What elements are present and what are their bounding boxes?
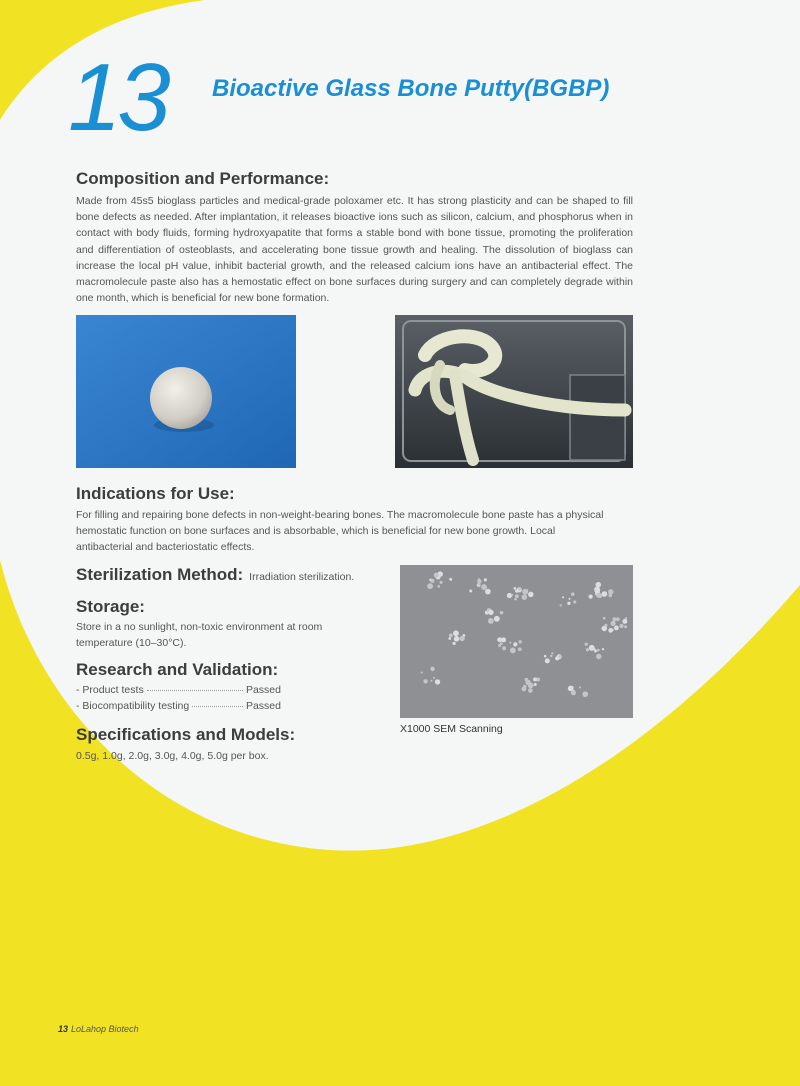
composition-heading: Composition and Performance:: [76, 169, 330, 188]
page-title: Bioactive Glass Bone Putty(BGBP): [212, 75, 610, 102]
storage-text: Store in a no sunlight, non-toxic environment at room temperature (10–30°C).: [76, 621, 323, 650]
sem-caption: X1000 SEM Scanning: [400, 723, 503, 735]
specifications-heading: Specifications and Models:: [76, 725, 296, 744]
page-number: 13: [68, 44, 167, 151]
putty-strand-photo: [395, 315, 633, 468]
sterilization-value: Irradiation sterilization.: [249, 571, 355, 583]
research-item-result: Passed: [245, 684, 281, 696]
research-item-biocompatibility: [76, 700, 281, 712]
footer-brand: LoLahop Biotech: [71, 1024, 139, 1034]
putty-ball-photo: [76, 315, 296, 468]
sterilization-label: Sterilization Method:: [76, 565, 244, 584]
footer-page-number: 13: [58, 1024, 69, 1034]
storage-heading: Storage:: [76, 597, 145, 616]
sterilization-heading: [76, 565, 354, 585]
research-item-product-tests: [76, 684, 281, 696]
research-item-label: - Biocompatibility testing: [76, 700, 190, 712]
footer: [58, 1024, 139, 1034]
indications-heading: Indications for Use:: [76, 484, 235, 503]
research-heading: Research and Validation:: [76, 660, 279, 679]
research-item-result: Passed: [245, 700, 281, 712]
specifications-text: 0.5g, 1.0g, 2.0g, 3.0g, 4.0g, 5.0g per box.: [76, 750, 269, 762]
composition-text: Made from 45s5 bioglass particles and medical-grade poloxamer etc. It has strong plasticity and can be shaped to fill bone defects as needed. After implantation, it releases bioactive ions such as silicon, calcium, and phosphorus when in contact with body fluids, forming hydroxyapatite that forms a stable bond with bone tissue, promoting the proliferation and differentiation of osteoblasts, and accelerating bone tissue growth and healing. The dissolution of bioglass can increase the local pH value, inhibit bacterial growth, and the released calcium ions have an antibacterial effect. The macromolecule paste also has a hemostatic effect on bone surfaces during surgery and can completely degrade within one month, which is beneficial for new bone formation.: [76, 195, 633, 305]
sem-image: [400, 565, 633, 718]
research-item-label: - Product tests: [76, 684, 144, 696]
indications-text: For filling and repairing bone defects in non-weight-bearing bones. The macromolecule bone paste has a physical hemostatic function on bone surfaces and is absorbable, which is beneficial for new bone growth. Local antibacterial and bacteriostatic effects.: [76, 509, 604, 554]
